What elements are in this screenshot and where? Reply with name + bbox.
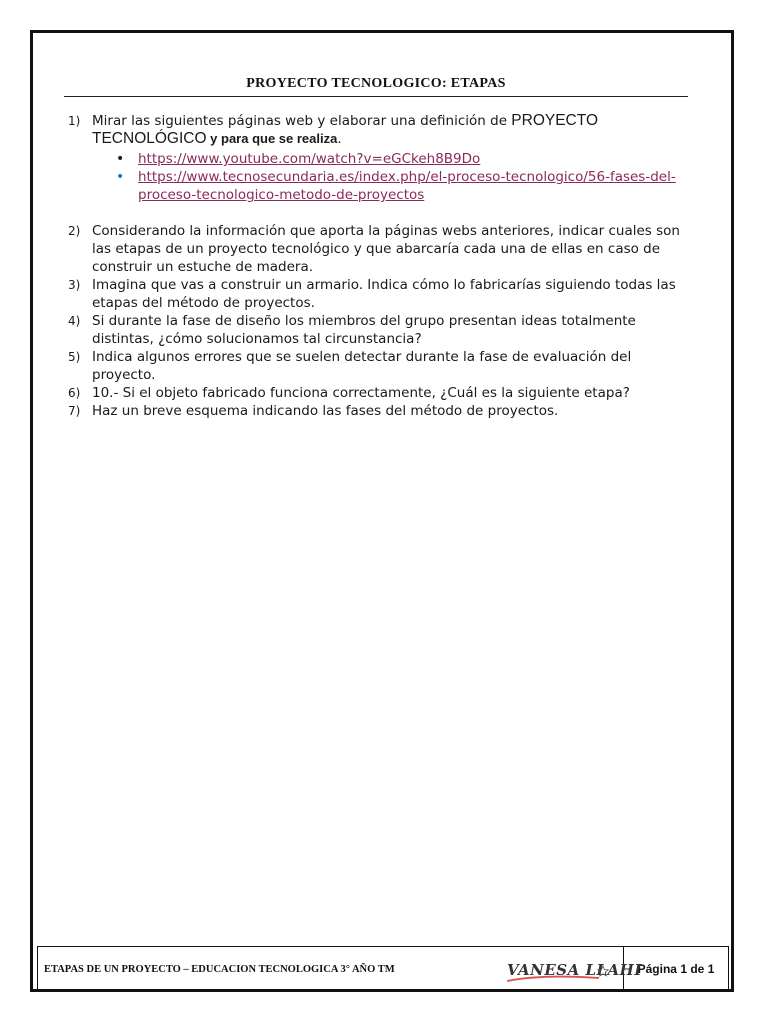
bold-phrase: y para que se realiza: [206, 131, 338, 146]
question-3: [64, 276, 684, 312]
question-text: Si durante la fase de diseño los miembros del grupo presentan ideas totalmente distintas, ¿cómo solucionamos tal circunstancia?: [92, 313, 636, 347]
question-6: [64, 384, 684, 402]
footer-left-cell: [38, 947, 642, 991]
bullet-icon: •: [116, 151, 125, 167]
page-of: de: [690, 962, 705, 976]
question-number: 2): [68, 224, 81, 238]
question-2: [64, 222, 684, 276]
question-5: [64, 348, 684, 384]
question-number: 5): [68, 350, 81, 364]
svg-text:VANESA LLAHI: VANESA LLAHI: [507, 961, 642, 979]
link-list: [92, 150, 684, 204]
question-number: 7): [68, 404, 81, 418]
question-text: Mirar las siguientes páginas web y elaborar una definición de: [92, 113, 512, 129]
question-list: [64, 112, 684, 420]
question-1: [64, 112, 684, 204]
tecnosecundaria-link[interactable]: https://www.tecnosecundaria.es/index.php/el-proceso-tecnologico/56-fases-del-proceso-tecnologico-metodo-de-proyectos: [138, 169, 676, 203]
youtube-link[interactable]: https://www.youtube.com/watch?v=eGCkeh8B9Do: [138, 151, 481, 167]
highlighted-term: PROYECTO TECNOLÓGICO: [92, 112, 598, 147]
question-text: Imagina que vas a construir un armario. Indica cómo lo fabricarías siguiendo todas las etapas del método de proyectos.: [92, 277, 676, 311]
list-item: [92, 150, 684, 168]
page-label: Página: [637, 962, 677, 976]
footer-course-title: ETAPAS DE UN PROYECTO – EDUCACION TECNOLOGICA 3° AÑO TM: [44, 963, 395, 975]
question-number: 4): [68, 314, 81, 328]
question-7: [64, 402, 684, 420]
signature-logo: [503, 954, 642, 984]
question-text: 10.- Si el objeto fabricado funciona correctamente, ¿Cuál es la siguiente etapa?: [92, 385, 630, 401]
page-footer: [37, 946, 729, 992]
question-number: 6): [68, 386, 81, 400]
question-text: Considerando la información que aporta la páginas webs anteriores, indicar cuales son las etapas de un proyecto tecnológico y que abarcaría cada una de ellas en caso de construir un estuche de madera.: [92, 223, 680, 275]
question-number: 1): [68, 114, 81, 128]
question-text-end: .: [337, 131, 342, 147]
page-current: 1: [680, 962, 687, 976]
question-number: 3): [68, 278, 81, 292]
page-title: PROYECTO TECNOLOGICO: ETAPAS: [246, 76, 506, 91]
page-total: 1: [707, 962, 715, 976]
question-4: [64, 312, 684, 348]
question-text: Indica algunos errores que se suelen detectar durante la fase de evaluación del proyecto.: [92, 349, 632, 383]
list-item: [92, 168, 684, 204]
question-text: Haz un breve esquema indicando las fases del método de proyectos.: [92, 403, 559, 419]
title-underline: [64, 96, 688, 97]
bullet-icon: •: [116, 169, 125, 185]
